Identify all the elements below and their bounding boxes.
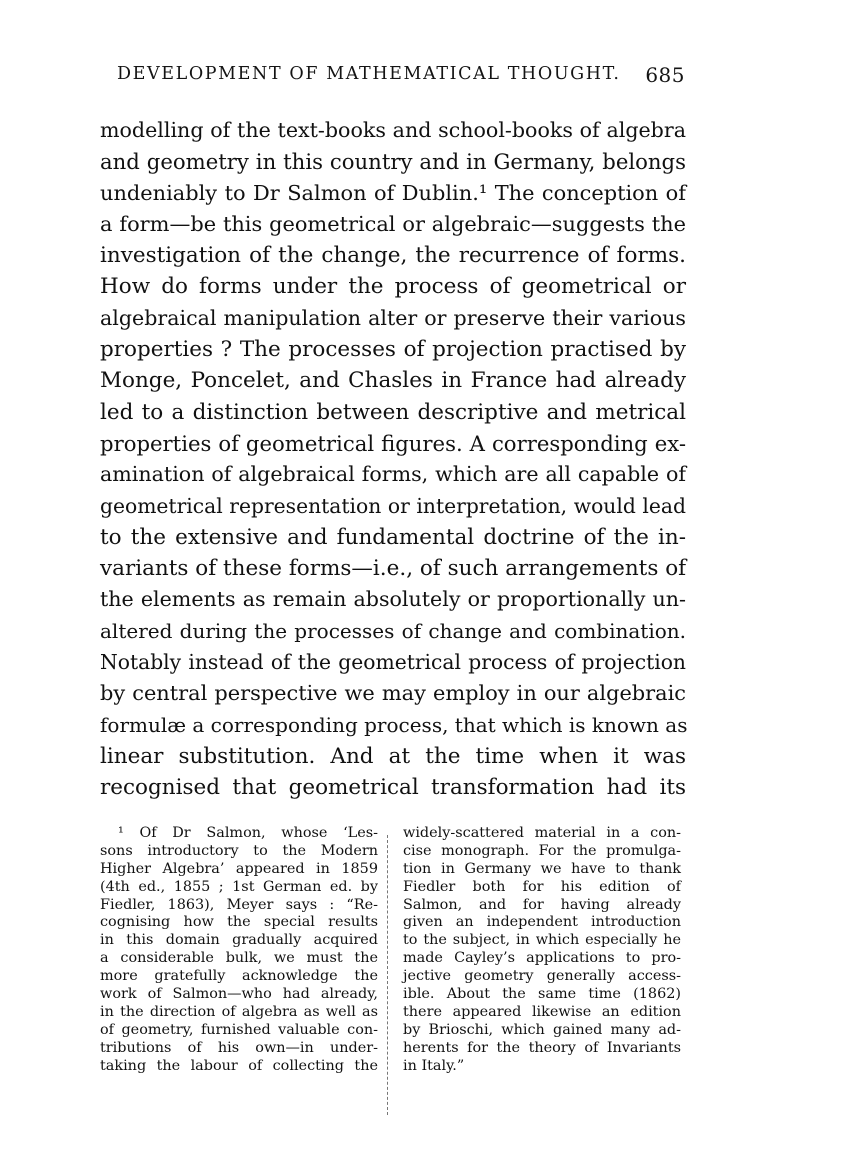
footnote-line: Fiedler both for his edition of	[403, 878, 681, 895]
body-line: algebraical manipulation alter or preserve their various	[100, 305, 686, 330]
body-line: a form—be this geometrical or algebraic—suggests the	[100, 211, 686, 236]
body-line: Notably instead of the geometrical process of projection	[100, 650, 686, 675]
footnote-line: Higher Algebra’ appeared in 1859	[100, 860, 378, 877]
footnote-line: made Cayley’s applications to pro-	[403, 950, 681, 967]
body-line: investigation of the change, the recurrence of forms.	[100, 243, 686, 269]
body-line: How do forms under the process of geometrical or	[100, 274, 686, 300]
footnote-line: a considerable bulk, we must the	[100, 950, 378, 967]
running-head: DEVELOPMENT OF MATHEMATICAL THOUGHT.	[117, 64, 621, 84]
body-line: linear substitution. And at the time when it was	[100, 743, 686, 769]
footnote-line: (4th ed., 1855 ; 1st German ed. by	[100, 878, 378, 895]
body-line: by central perspective we may employ in our algebraic	[100, 681, 686, 706]
footnote-line: more gratefully acknowledge the	[100, 968, 378, 985]
body-line: and geometry in this country and in Germany, belongs	[100, 149, 686, 175]
footnote-line: tion in Germany we have to thank	[403, 860, 681, 877]
footnote-line: widely-scattered material in a con-	[403, 825, 681, 841]
footnote-line: in this domain gradually acquired	[100, 932, 378, 949]
body-line: recognised that geometrical transformation had its	[100, 775, 686, 801]
body-line: properties ? The processes of projection practised by	[100, 337, 686, 363]
body-line: modelling of the text-books and school-books of algebra	[100, 118, 686, 142]
footnote-line: ible. About the same time (1862)	[403, 986, 681, 1003]
footnote-line: tributions of his own—in under-	[100, 1039, 378, 1056]
footnote-line: sons introductory to the Modern	[100, 842, 378, 859]
footnote-line: of geometry, furnished valuable con-	[100, 1021, 378, 1038]
footnote-line: ¹ Of Dr Salmon, whose ‘Les-	[118, 825, 378, 841]
page-number: 685	[645, 63, 685, 87]
body-line: formulæ a corresponding process, that which is known as	[100, 712, 688, 737]
body-line: undeniably to Dr Salmon of Dublin.¹ The conception of	[100, 180, 686, 205]
body-line: geometrical representation or interpretation, would lead	[100, 493, 686, 518]
footnote-line: given an independent introduction	[403, 914, 681, 931]
footnote-line: taking the labour of collecting the	[100, 1057, 378, 1074]
footnote-line: in the direction of algebra as well as	[100, 1003, 378, 1020]
footnote-line: cognising how the special results	[100, 914, 378, 931]
body-line: to the extensive and fundamental doctrine of the in-	[100, 524, 686, 550]
body-text	[100, 115, 686, 804]
body-line: properties of geometrical figures. A corresponding ex-	[100, 430, 686, 456]
body-line: Monge, Poncelet, and Chasles in France had already	[100, 368, 686, 394]
footnote-line: Fiedler, 1863), Meyer says : “Re-	[100, 896, 378, 913]
footnote-line: herents for the theory of Invariants	[403, 1039, 681, 1056]
footnote-line: jective geometry generally access-	[403, 968, 681, 985]
footnote-line: by Brioschi, which gained many ad-	[403, 1021, 681, 1038]
footnote-line: there appeared likewise an edition	[403, 1003, 681, 1020]
body-line: amination of algebraical forms, which are all capable of	[100, 462, 686, 487]
body-line: led to a distinction between descriptive and metrical	[100, 399, 686, 425]
footnote-column-left	[100, 825, 378, 1075]
column-divider	[387, 835, 388, 1115]
body-line: the elements as remain absolutely or proportionally un-	[100, 587, 686, 612]
footnote-column-right	[403, 825, 681, 1075]
footnote-line: work of Salmon—who had already,	[100, 986, 378, 1003]
footnote-line: cise monograph. For the promulga-	[403, 842, 681, 859]
body-line: altered during the processes of change and combination.	[100, 618, 686, 643]
footnote-line: to the subject, in which especially he	[403, 932, 681, 949]
footnote-line: Salmon, and for having already	[403, 896, 681, 913]
footnote-line: in Italy.”	[403, 1057, 465, 1074]
body-line: variants of these forms—i.e., of such arrangements of	[100, 556, 687, 582]
